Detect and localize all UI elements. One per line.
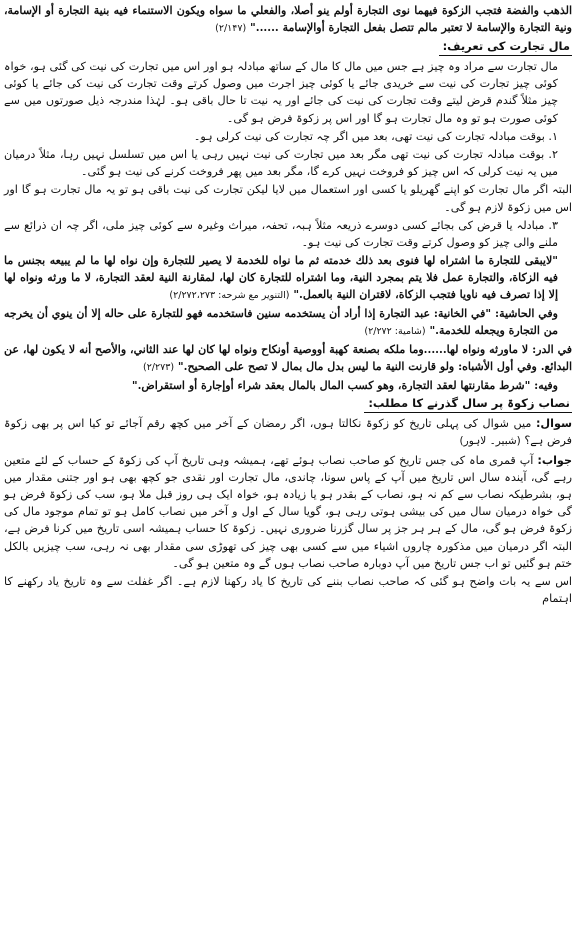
answer-label: جواب: [537,453,573,467]
question-label: سوال: [535,417,572,431]
intro-arabic-text: الذهب والفضة فتجب الزكوة فيهما نوى التجارة أولم ينو أصلا، والفعلي ما سواه ويكون الاستنماء فيه بنية التجارة أو الإسامة، ونية التجارة والإسامة لا تعتبر مالم تتصل بفعل التجارة أوالإسامة ......" [4,4,572,34]
final-paragraph: اس سے یہ بات واضح ہو گئی کہ صاحب نصاب بننے کی تاریخ کا یاد رکھنا لازم ہے۔ اگر غفلت سے وہ تاریخ یاد رکھنے کا اہتمام [4,575,572,606]
quote-arabic-paragraph [4,252,572,304]
quote-citation: (التنوير مع شرحه: ۲/۲۷۲،۲۷۳) [169,290,290,302]
definition-paragraph: مال تجارت سے مراد وہ چیز ہے جس میں مال کا مال کے ساتھ مبادلہ ہو اور اس میں تجارت کی نیت کی گئی ہو، خواہ کوئی چیز تجارت کی نیت سے خریدی جائے یا کوئی چیز اجرت میں وصول کرتے وقت تجارت کی نیت کی جائے یا کوئی چیز مثلاً گندم قرض لیتے وقت تجارت کی نیت کی جائے اور یہ نیت تا حال باقی ہو۔ لہٰذا مندرجہ ذیل صورتوں میں سے کوئی صورت ہو تو وہ مال تجارت ہو گا اور اس پر زکوۃ فرض ہو گی۔ [4,60,558,125]
question-text: میں شوال کی پہلی تاریخ کو زکوۃ نکالتا ہوں، اگر رمضان کے آخر میں کچھ رقم آجائے تو کیا اس پر بھی زکوۃ فرض ہے؟ [4,417,572,448]
durr-arabic-paragraph [4,341,572,376]
case-2-note-paragraph: البتہ اگر مال تجارت کو اپنے گھریلو یا کسی اور استعمال میں لایا لیکن تجارت کی نیت باقی ہو تو یہ مال تجارت ہو گا اور اس میں زکوۃ لازم ہو گی۔ [4,183,572,214]
heading-nisab-year-wrap [4,395,572,414]
heading-definition-wrap [4,38,572,57]
hashiya-arabic-text: وفي الحاشية: "في الخانية: عبد التجارة إذا أراد أن يستخدمه سنين فاستخدمه فهو للتجارة على حاله إلا أن ينوي أن يخرجه من التجارة ويجعله للخدمة." [4,307,558,338]
quote-arabic-text: "لايبقى للتجارة ما اشتراه لها فنوى بعد ذلك خدمته ثم ما نواه للخدمة لا يصير للتجارة وإن نواه لها ما لم يبيعه بجنس ما فيه الزكاة، والتجارة عمل فلا يتم بمجرد النية، وما اشتراه للتجارة كان لها، لمقارنة النية لعقد التجارة، لا ما ورثه ونواه لها إلا إذا تصرف فيه ناويا فتجب الزكاة، لاقتران النية بالعمل." [4,254,558,302]
intro-citation: (۲/۱۴۷) [215,23,247,34]
durr-citation: (۲/۲۷۳) [142,362,175,374]
answer-paragraph [4,452,572,572]
heading-nisab-year-meaning: نصاب زکوۃ پر سال گذرنے کا مطلب: [364,395,572,413]
question-paragraph [4,415,572,450]
intro-arabic-paragraph [4,2,572,37]
heading-trade-goods-definition: مال تجارت کی تعریف: [439,38,572,56]
case-2-paragraph: ٢. بوقت مبادلہ تجارت کی نیت تھی مگر بعد میں تجارت کی نیت نہیں رہی یا اس میں تسلسل نہیں رہا، مثلاً درمیان میں یہ نیت کرلی کہ اس چیز کو فروخت نہیں کرے گا، مگر بعد میں پھر فروخت کرنے کی نیت ہو گئی۔ [4,148,558,179]
hashiya-arabic-paragraph [4,305,572,340]
document-page [4,2,572,948]
durr-arabic-text: في الدر: لا ماورثه ونواه لها......وما ملكه بصنعة كهبة أووصية أونكاح ونواه لها كان لها عند الثاني، والأصح أنه لا يكون لها، عن البدائع. وفي أول الأشباه: ولو قارنت النية ما ليس بدل مال بمال لا تصح على الصحيح." [4,343,572,374]
question-signature: (شبیر۔ لاہور) [459,435,521,448]
case-3-paragraph: ٣. مبادلہ یا قرض کی بجائے کسی دوسرے ذریعہ مثلاً ہبہ، تحفہ، میراث وغیرہ سے کوئی چیز ملی، اگر چہ ان ذرائع سے ملنے والی چیز کو وصول کرتے وقت تجارت کی نیت ہو۔ [4,218,558,250]
hashiya-citation: (شامية: ۲/۲۷۲) [364,326,426,338]
answer-text: آپ قمری ماہ کی جس تاریخ کو صاحب نصاب ہوئے تھے، ہمیشہ وہی تاریخ آپ کی زکوۃ کے حساب کے لئے متعین رہے گی، آیندہ سال اس تاریخ میں آپ کے پاس سونا، چاندی، مال تجارت اور نقدی جو کچھ بھی ہو اور جتنی مقدار میں ہو، بشرطیکہ نصاب سے کم نہ ہو، نصاب کے بقدر ہو یا زیادہ ہو، خواہ ایک ہی روز قبل ملا ہو، سب کی زکوۃ فرض ہو گی خواہ درمیان سال میں کی بیشی ہوتی رہی ہو، گویا سال کے اول و آخر میں نصاب کامل ہو تو تمام موجود مال کی زکوۃ فرض ہو گی، مال کے ہر ہر جز پر سال گزرنا ضروری نہیں۔ زکوۃ کا حساب ہمیشہ اسی تاریخ میں کرنا فرض ہے، البتہ اگر درمیان میں مذکورہ چاروں اشیاء میں سے کسی بھی چیز کی تھوڑی سی مقدار بھی نہ رہی، سب چیزیں بالکل ختم ہو گئیں تو اب جس تاریخ میں آپ دوبارہ صاحب نصاب ہوں گے وہ متعین ہو گی۔ [4,453,572,570]
case-1-paragraph: ١. بوقت مبادلہ تجارت کی نیت تھی، بعد میں اگر چہ تجارت کی نیت کرلی ہو۔ [193,129,558,143]
fiha-arabic-paragraph: وفيه: "شرط مقارنتها لعقد التجارة، وهو كسب المال بالمال بعقد شراء أوإجارة أو استقراض." [131,379,558,393]
